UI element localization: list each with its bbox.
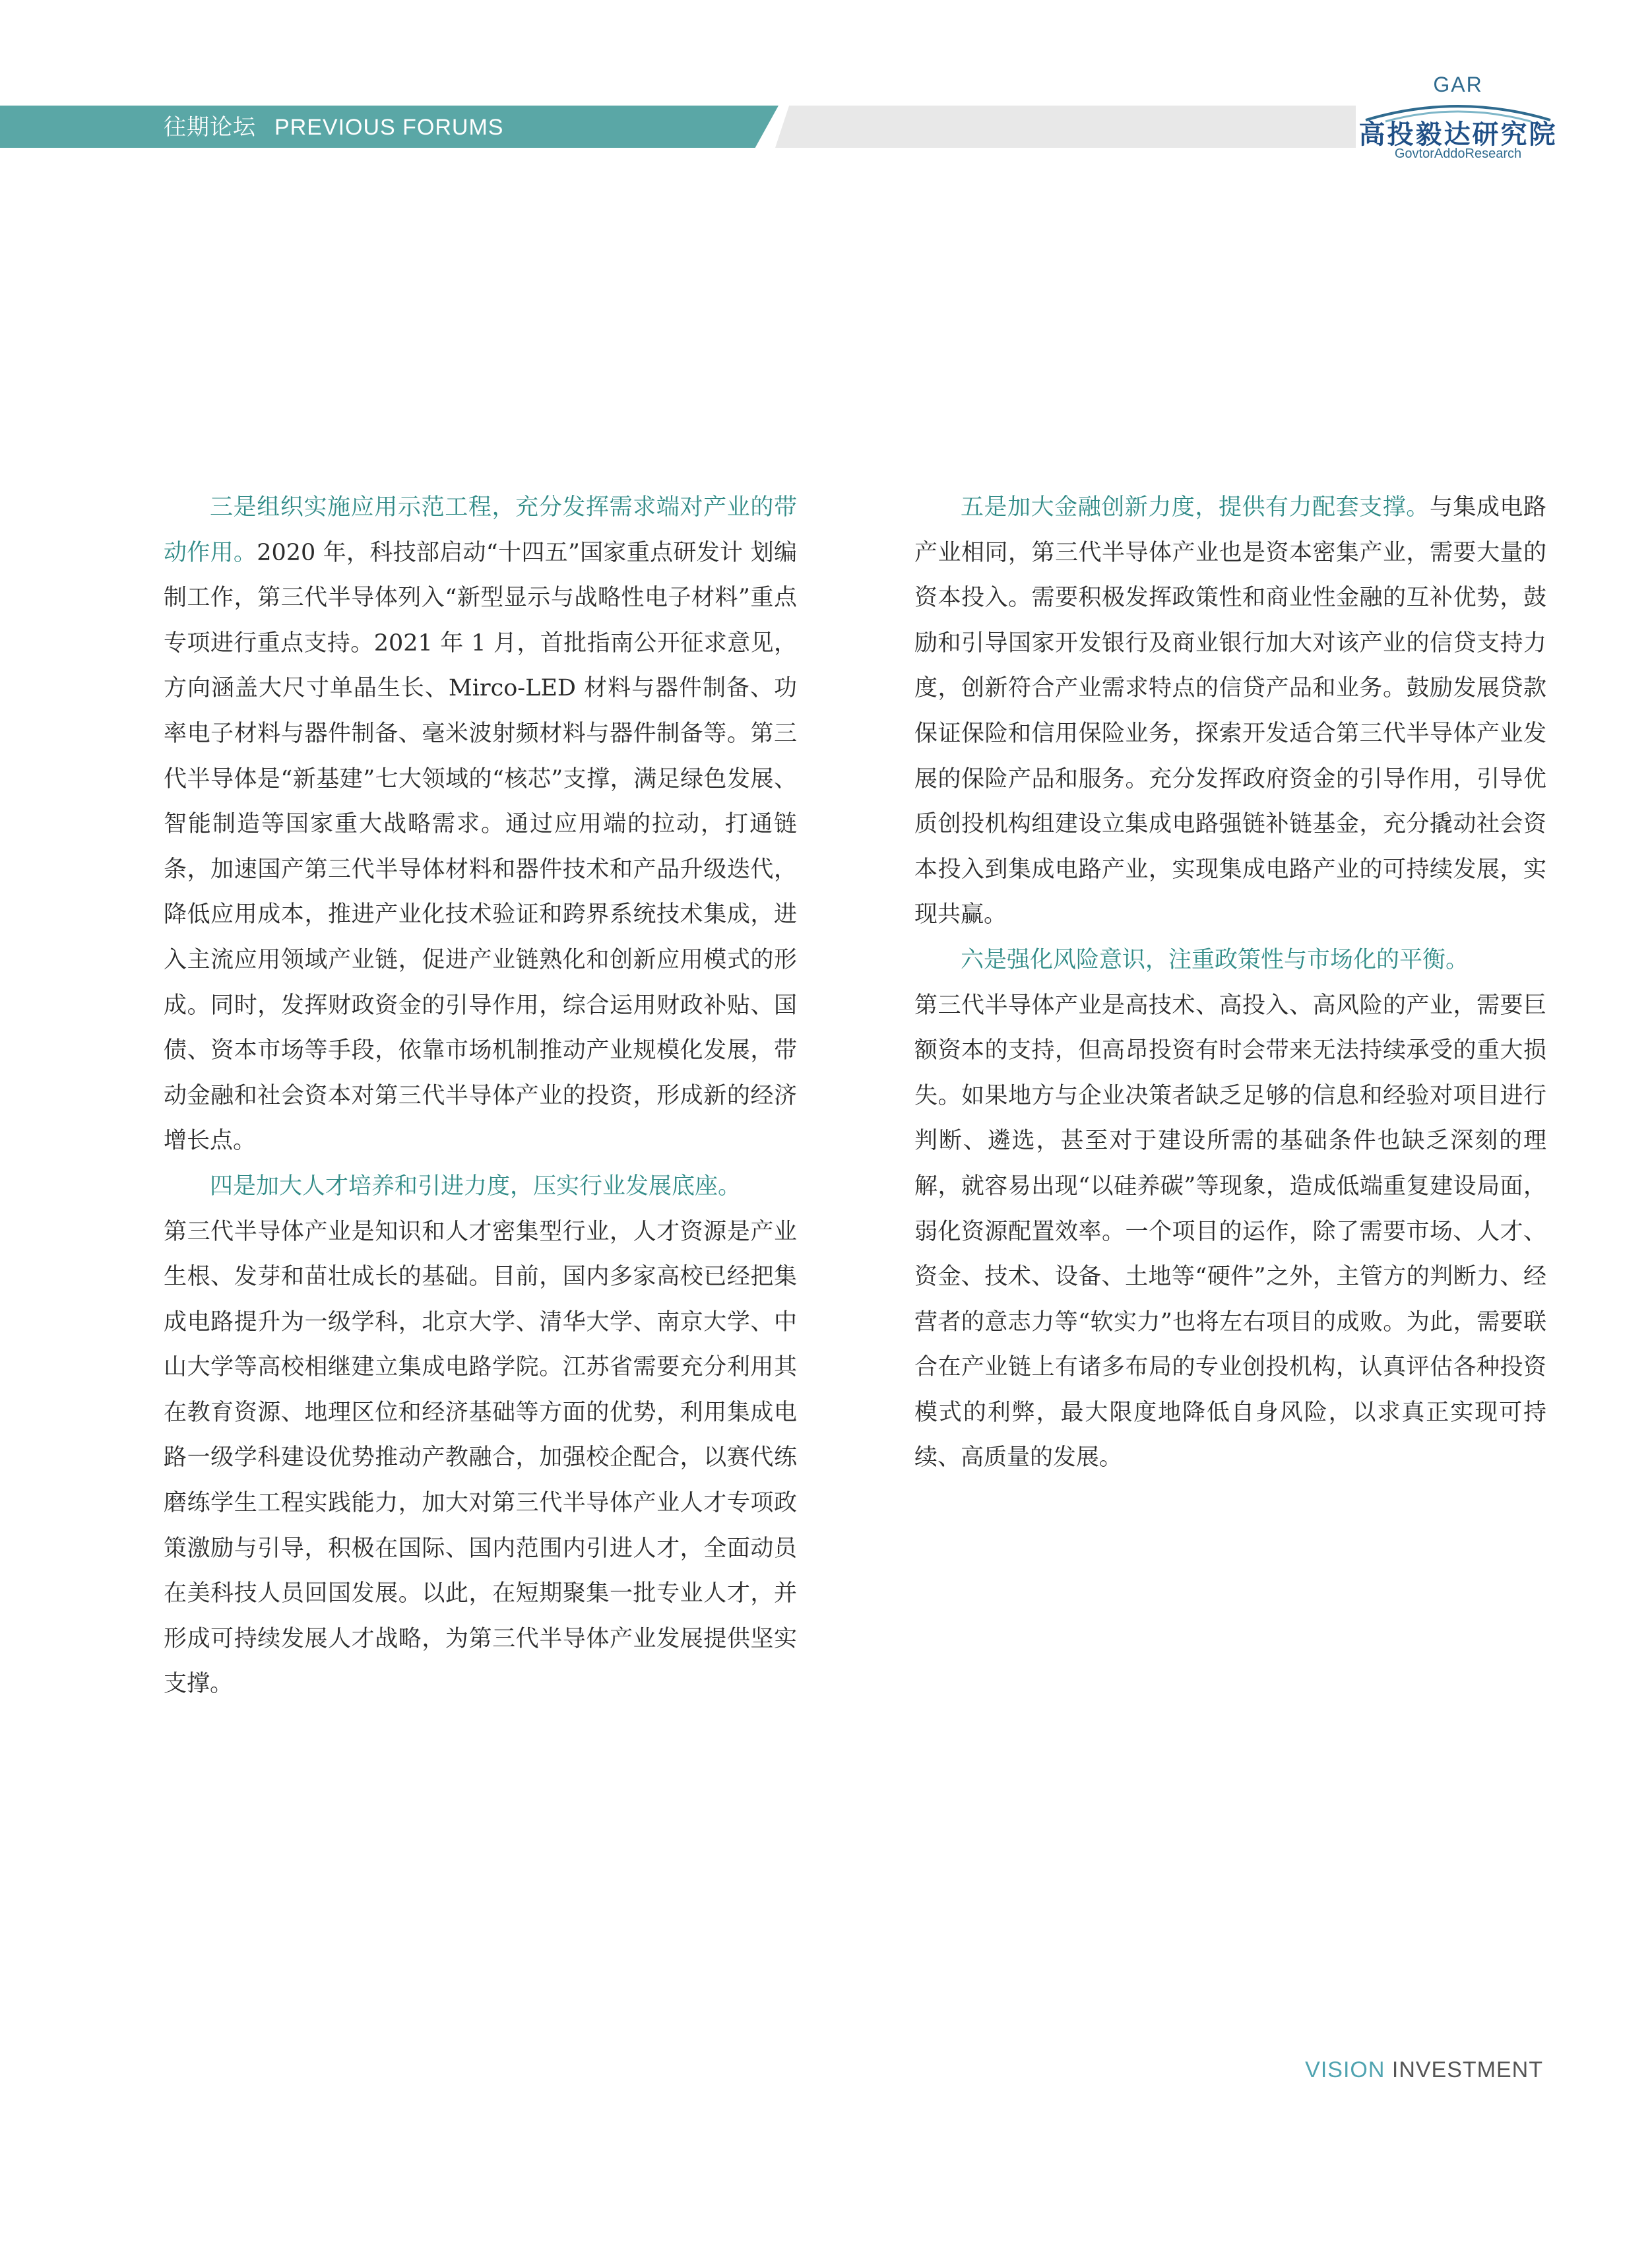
section-label-cn: 往期论坛 <box>164 115 256 140</box>
paragraph-heading: 六是强化风险意识，注重政策性与市场化的平衡。 <box>961 946 1469 973</box>
gar-logo <box>1339 73 1577 172</box>
footer-word-vision: VISION <box>1305 2057 1385 2082</box>
logo-name-en: GovtorAddoResearch <box>1394 146 1522 161</box>
footer-brand <box>1305 2057 1543 2083</box>
section-label <box>164 110 503 145</box>
logo-name-cn: 高投毅达研究院 <box>1358 119 1558 150</box>
logo-abbr: GAR <box>1433 73 1483 96</box>
paragraph-heading: 四是加大人才培养和引进力度，压实行业发展底座。 <box>210 1173 742 1200</box>
section-label-en: PREVIOUS FORUMS <box>274 115 504 140</box>
paragraph-heading: 五是加大金融创新力度，提供有力配套支撑。 <box>961 494 1430 521</box>
right-column <box>914 485 1546 1481</box>
paragraph-body: 2020 年，科技部启动“十四五”国家重点研发计 划编制工作，第三代半导体列入“新型显示与战略性电子材料”重点专项进行重点支持。2021 年 1 月，首批指南公开征求意见，方向涵盖大尺寸单晶生长、Mirco-LED 材料与器件制备、功率电子材料与器件制备、毫米波射频材料与器件制备等。第三代半导体是“新基建”七大领域的“核芯”支撑，满足绿色发展、智能制造等国家重大战略需求。通过应用端的拉动，打通链条，加速国产第三代半导体材料和器件技术和产品升级迭代，降低应用成本，推进产业化技术验证和跨界系统技术集成，进入主流应用领域产业链，促进产业链熟化和创新应用模式的形成。同时，发挥财政资金的引导作用，综合运用财政补贴、国债、资本市场等手段，依靠市场机制推动产业规模化发展，带动金融和社会资本对第三代半导体产业的投资，形成新的经济增长点。 <box>164 539 797 1155</box>
paragraph-body: 第三代半导体产业是高技术、高投入、高风险的产业，需要巨额资本的支持，但高昂投资有时会带来无法持续承受的重大损失。如果地方与企业决策者缺乏足够的信息和经验对项目进行判断、遴选，甚至对于建设所需的基础条件也缺乏深刻的理解，就容易出现“以硅养碳”等现象，造成低端重复建设局面，弱化资源配置效率。一个项目的运作，除了需要市场、人才、资金、技术、设备、土地等“硬件”之外，主管方的判断力、经营者的意志力等“软实力”也将左右项目的成败。为此，需要联合在产业链上有诸多布局的专业创投机构，认真评估各种投资模式的利弊，最大限度地降低自身风险，以求真正实现可持续、高质量的发展。 <box>914 992 1546 1471</box>
paragraph-body: 第三代半导体产业是知识和人才密集型行业，人才资源是产业生根、发芽和苗壮成长的基础。目前，国内多家高校已经把集成电路提升为一级学科，北京大学、清华大学、南京大学、中山大学等高校相继建立集成电路学院。江苏省需要充分利用其在教育资源、地理区位和经济基础等方面的优势，利用集成电路一级学科建设优势推动产教融合，加强校企配合，以赛代练磨练学生工程实践能力，加大对第三代半导体产业人才专项政策激励与引导，积极在国际、国内范围内引进人才，全面动员在美科技人员回国发展。以此，在短期聚集一批专业人才，并形成可持续发展人才战略，为第三代半导体产业发展提供坚实支撑。 <box>164 1218 797 1698</box>
paragraph-heading: 三是组织实施应用示范工程，充分发挥需求端对产业的带动作用。 <box>164 494 797 566</box>
paragraph-4 <box>164 1164 797 1707</box>
paragraph-5 <box>914 485 1546 938</box>
paragraph-6 <box>914 938 1546 1481</box>
paragraph-3 <box>164 485 797 1164</box>
left-column <box>164 485 797 1707</box>
paragraph-body: 与集成电路产业相同，第三代半导体产业也是资本密集产业，需要大量的资本投入。需要积极发挥政策性和商业性金融的互补优势，鼓励和引导国家开发银行及商业银行加大对该产业的信贷支持力度，创新符合产业需求特点的信贷产品和业务。鼓励发展贷款保证保险和信用保险业务，探索开发适合第三代半导体产业发展的保险产品和服务。充分发挥政府资金的引导作用，引导优质创投机构组建设立集成电路强链补链基金，充分撬动社会资本投入到集成电路产业，实现集成电路产业的可持续发展，实现共赢。 <box>914 494 1546 928</box>
header-band-grey <box>775 106 1356 148</box>
footer-word-investment: INVESTMENT <box>1391 2057 1543 2082</box>
